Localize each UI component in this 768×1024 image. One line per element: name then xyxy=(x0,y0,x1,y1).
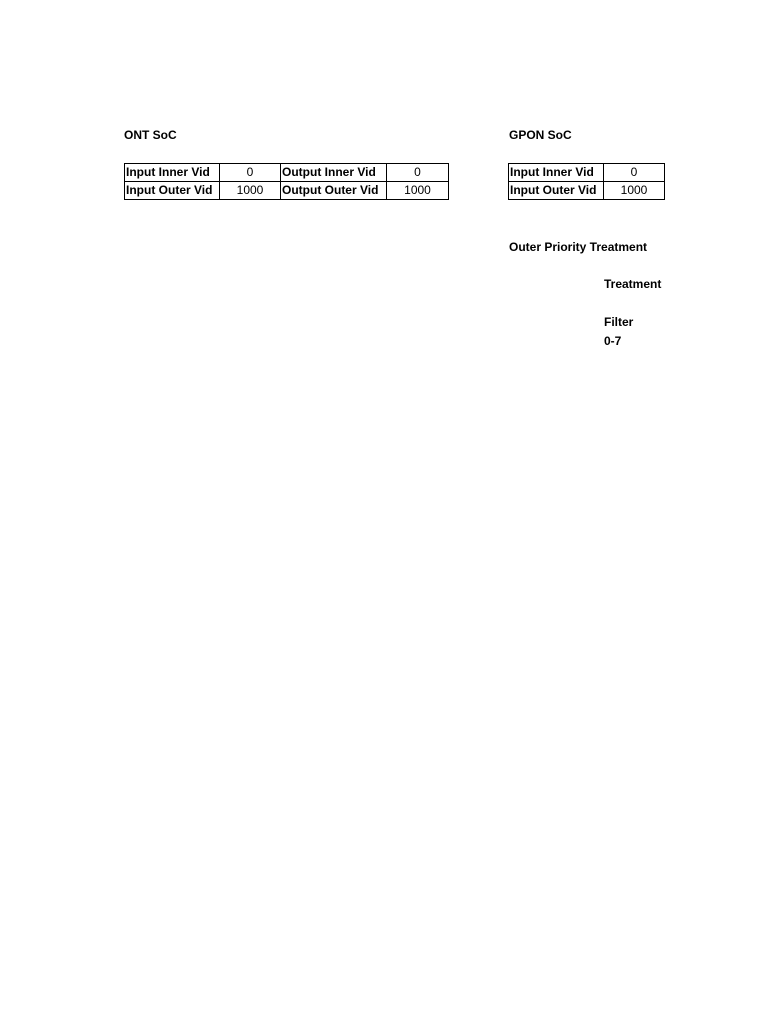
outer-priority-treatment-title: Outer Priority Treatment xyxy=(509,240,648,254)
table-row xyxy=(509,164,665,182)
filter-label: Filter xyxy=(604,315,634,329)
ont-soc-title: ONT SoC xyxy=(124,128,177,142)
gpon-input-outer-vid-label[interactable]: Input Outer Vid xyxy=(509,182,604,200)
ont-vid-table xyxy=(124,163,449,200)
gpon-vid-table xyxy=(508,163,665,200)
ont-input-outer-vid-label[interactable]: Input Outer Vid xyxy=(125,182,220,200)
gpon-input-inner-vid-label[interactable]: Input Inner Vid xyxy=(509,164,604,182)
treatment-label: Treatment xyxy=(604,277,662,291)
gpon-input-outer-vid-value[interactable]: 1000 xyxy=(604,182,665,200)
gpon-soc-title: GPON SoC xyxy=(509,128,572,142)
ont-input-outer-vid-value[interactable]: 1000 xyxy=(220,182,281,200)
ont-output-outer-vid-label[interactable]: Output Outer Vid xyxy=(281,182,387,200)
table-row xyxy=(509,182,665,200)
table-row xyxy=(125,164,449,182)
ont-output-inner-vid-label[interactable]: Output Inner Vid xyxy=(281,164,387,182)
table-row xyxy=(125,182,449,200)
gpon-input-inner-vid-value[interactable]: 0 xyxy=(604,164,665,182)
ont-output-inner-vid-value[interactable]: 0 xyxy=(387,164,449,182)
ont-output-outer-vid-value[interactable]: 1000 xyxy=(387,182,449,200)
filter-value: 0-7 xyxy=(604,334,622,348)
ont-input-inner-vid-value[interactable]: 0 xyxy=(220,164,281,182)
ont-input-inner-vid-label[interactable]: Input Inner Vid xyxy=(125,164,220,182)
